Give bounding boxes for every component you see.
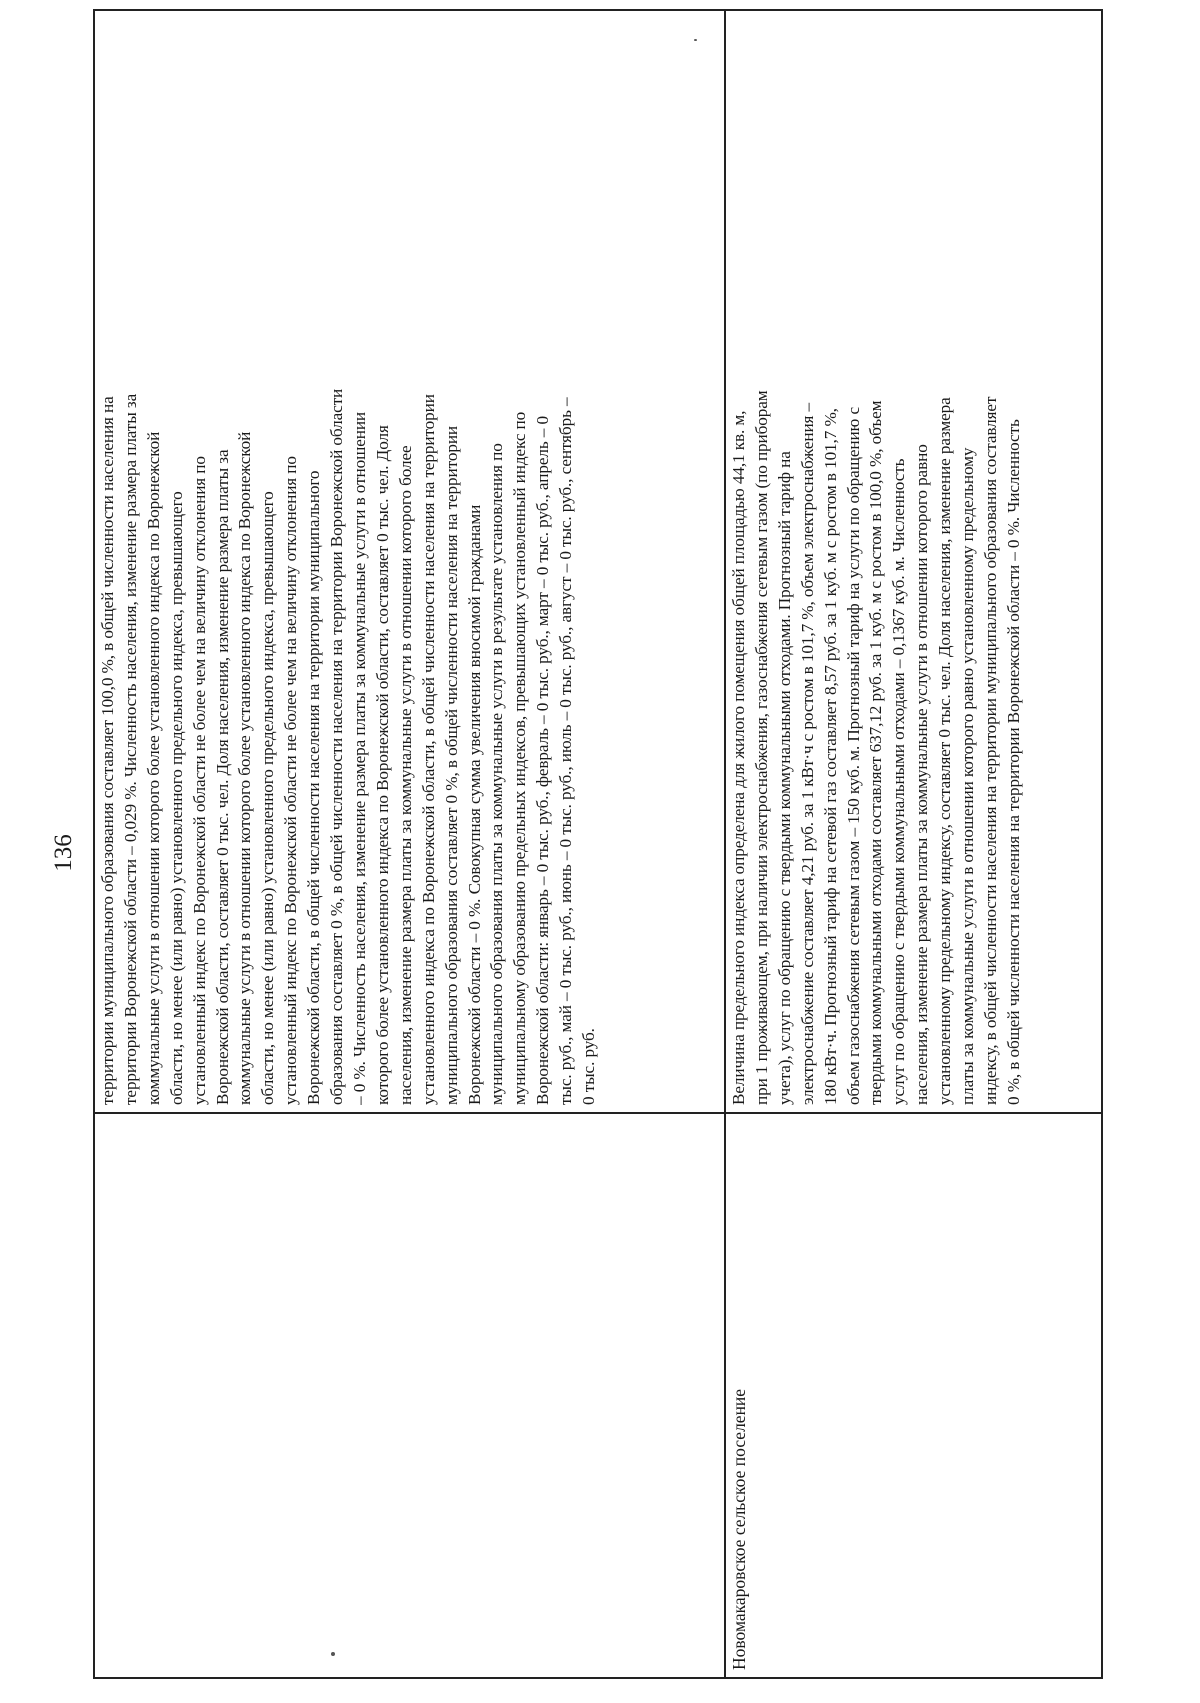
- text-line: при 1 проживающем, при наличии электроснабжения, газоснабжения сетевым газом (по приборам: [751, 390, 771, 1105]
- text-line: Воронежской области, составляет 0 тыс. чел. Доля населения, изменение размера платы за: [212, 449, 232, 1105]
- text-line: муниципального образования платы за коммунальные услуги в результате установления по: [487, 443, 507, 1105]
- text-line: области, но менее (или равно) установленного предельного индекса, превышающего: [166, 491, 186, 1105]
- text-line: муниципального образования составляет 0 %, в общей численности населения на территории: [441, 425, 461, 1105]
- text-line: территории Воронежской области – 0,029 %. Численность населения, изменение размера платы за: [120, 393, 140, 1105]
- scan-speck: [331, 1652, 335, 1656]
- text-line: муниципальному образованию предельных индексов, превышающих установленный индекс по: [510, 411, 530, 1105]
- text-line: территории муниципального образования составляет 100,0 %, в общей численности населения на: [98, 396, 117, 1105]
- text-line: Воронежской области: январь – 0 тыс. руб., февраль – 0 тыс. руб., март – 0 тыс. руб., апрель – 0: [533, 416, 553, 1105]
- text-line: Воронежской области, в общей численности населения на территории муниципального: [304, 470, 324, 1105]
- text-line: учета), услуг по обращению с твердыми коммунальными отходами. Прогнозный тариф на: [774, 451, 794, 1105]
- text-line: электроснабжение составляет 4,21 руб. за 1 кВт·ч с ростом в 101,7 %, объем электроснабжения –: [797, 402, 817, 1105]
- description-cell: [94, 10, 725, 1113]
- table-row: [725, 10, 1102, 1678]
- municipality-cell: [94, 1113, 725, 1678]
- text-line: которого более установленного индекса по Воронежской области, составляет 0 тыс. чел. Доля: [372, 425, 392, 1105]
- text-line: 180 кВт·ч. Прогнозный тариф на сетевой газ составляет 8,57 руб. за 1 куб. м с ростом в 101,7 %,: [820, 408, 840, 1105]
- text-line: установленный индекс по Воронежской области не более чем на величину отклонения по: [281, 456, 301, 1105]
- text-line: объем газоснабжения сетевым газом – 150 куб. м. Прогнозный тариф на услуги по обращению с: [843, 406, 863, 1105]
- text-line: индексу, в общей численности населения на территории муниципального образования составляет: [980, 396, 1000, 1105]
- text-line: твердыми коммунальными отходами составляет 637,12 руб. за 1 куб. м с ростом в 100,0 %, объем: [866, 400, 886, 1105]
- municipality-cell: Новомакаровское сельское поселение: [725, 1113, 1102, 1678]
- text-line: услуг по обращению с твердыми коммунальными отходами – 0,1367 куб. м. Численность: [889, 458, 909, 1105]
- text-line: Воронежской области – 0 %. Совокупная сумма увеличения вносимой гражданами: [464, 504, 484, 1105]
- text-line: коммунальные услуги в отношении которого более установленного индекса по Воронежской: [143, 431, 163, 1105]
- indices-table: [93, 9, 1103, 1679]
- text-line: платы за коммунальные услуги в отношении которого равно установленному предельному: [958, 447, 978, 1105]
- text-line: тыс. руб., май – 0 тыс. руб., июнь – 0 тыс. руб., июль – 0 тыс. руб., август – 0 тыс. руб., сентябрь –: [556, 397, 576, 1105]
- text-line: населения, изменение размера платы за коммунальные услуги в отношении которого равно: [912, 444, 932, 1105]
- page-number: 136: [50, 834, 77, 872]
- text-line: установленного индекса по Воронежской области, в общей численности населения на территории: [418, 394, 438, 1105]
- description-cell: [725, 10, 1102, 1113]
- scan-speck: [694, 39, 697, 41]
- text-line: – 0 %. Численность населения, изменение размера платы за коммунальные услуги в отношении: [349, 411, 369, 1105]
- text-line: Величина предельного индекса определена для жилого помещения общей площадью 44,1 кв. м,: [729, 410, 748, 1105]
- text-line: области, но менее (или равно) установленного предельного индекса, превышающего: [258, 491, 278, 1105]
- table-row: [94, 10, 725, 1678]
- text-line: населения, изменение размера платы за коммунальные услуги в отношении которого более: [395, 445, 415, 1105]
- text-line: установленному предельному индексу, составляет 0 тыс. чел. Доля населения, изменение размера: [935, 397, 955, 1105]
- text-line: 0 тыс. руб.: [579, 1028, 599, 1105]
- text-line: 0 %, в общей численности населения на территории Воронежской области – 0 %. Численность: [1003, 419, 1023, 1105]
- text-line: установленный индекс по Воронежской области не более чем на величину отклонения по: [189, 456, 209, 1105]
- text-line: образования составляет 0 %, в общей численности населения на территории Воронежской области: [327, 388, 347, 1105]
- text-line: коммунальные услуги в отношении которого более установленного индекса по Воронежской: [235, 431, 255, 1105]
